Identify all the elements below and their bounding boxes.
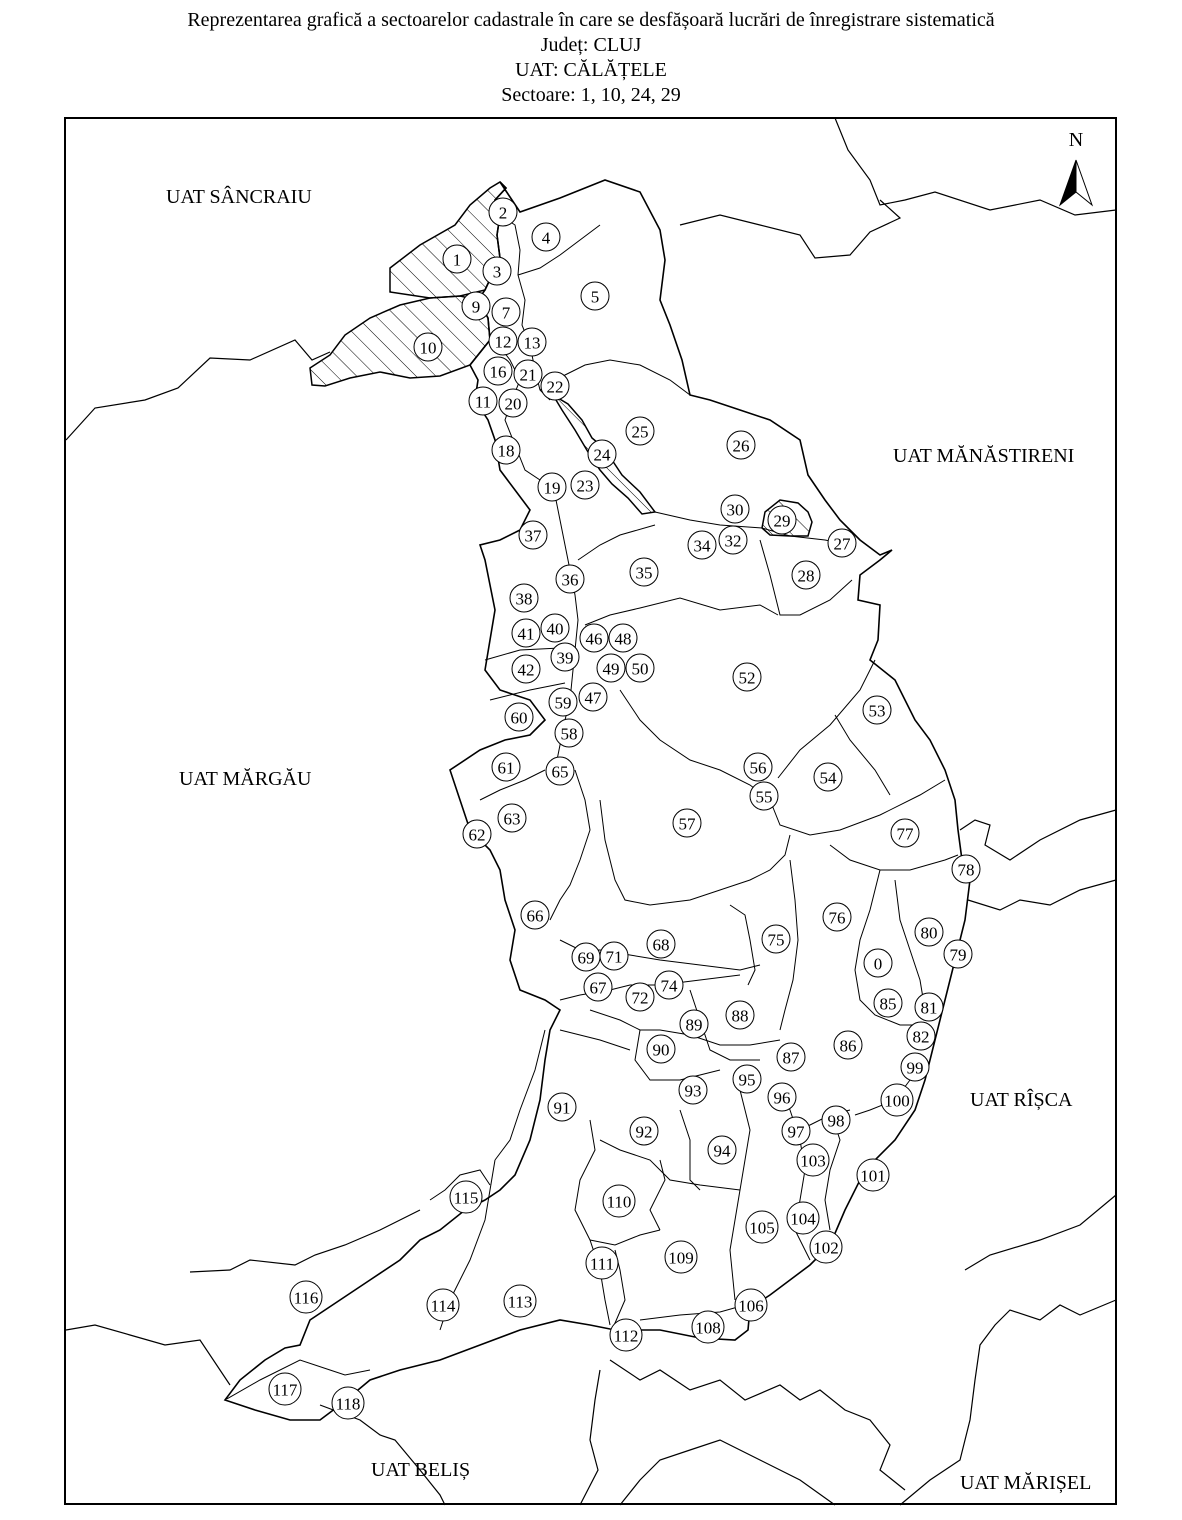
sector-label-101[interactable] bbox=[857, 1159, 889, 1191]
sector-label-109[interactable] bbox=[665, 1241, 697, 1273]
sector-label-111[interactable] bbox=[586, 1247, 618, 1279]
sector-label-58[interactable] bbox=[555, 719, 583, 747]
sector-label-0[interactable] bbox=[864, 949, 892, 977]
sector-label-113[interactable] bbox=[504, 1285, 536, 1317]
sector-number: 25 bbox=[631, 422, 649, 442]
sector-number: 87 bbox=[782, 1048, 800, 1068]
sector-number: 49 bbox=[602, 659, 620, 679]
sector-label-75[interactable] bbox=[762, 925, 790, 953]
sector-number: 55 bbox=[755, 787, 773, 807]
sector-number: 97 bbox=[787, 1122, 805, 1142]
sector-number: 114 bbox=[430, 1296, 456, 1316]
sector-label-63[interactable] bbox=[498, 804, 526, 832]
sector-number: 105 bbox=[749, 1218, 775, 1238]
sector-number: 93 bbox=[684, 1081, 702, 1101]
neighbor-label-risca: UAT RÎȘCA bbox=[970, 1089, 1073, 1111]
sector-number: 38 bbox=[515, 589, 533, 609]
sector-label-29[interactable] bbox=[768, 506, 796, 534]
sector-label-118[interactable] bbox=[332, 1387, 364, 1419]
sector-number: 35 bbox=[635, 563, 653, 583]
sector-number: 69 bbox=[577, 948, 595, 968]
sector-label-104[interactable] bbox=[787, 1202, 819, 1234]
sector-label-39[interactable] bbox=[551, 643, 579, 671]
sector-number: 53 bbox=[868, 701, 886, 721]
sector-label-95[interactable] bbox=[733, 1065, 761, 1093]
sector-number: 104 bbox=[790, 1209, 816, 1229]
sector-number: 63 bbox=[503, 809, 521, 829]
north-arrow bbox=[1060, 129, 1092, 205]
sector-label-81[interactable] bbox=[915, 993, 943, 1021]
sector-label-30[interactable] bbox=[721, 495, 749, 523]
sector-number: 11 bbox=[474, 392, 492, 412]
sector-label-38[interactable] bbox=[510, 584, 538, 612]
sector-number: 13 bbox=[523, 333, 541, 353]
sector-number: 54 bbox=[819, 768, 837, 788]
sector-number: 112 bbox=[613, 1326, 639, 1346]
sector-label-57[interactable] bbox=[673, 809, 701, 837]
sector-label-56[interactable] bbox=[744, 753, 772, 781]
sector-number: 30 bbox=[726, 500, 744, 520]
sector-number: 98 bbox=[827, 1111, 845, 1131]
sector-number: 111 bbox=[589, 1254, 615, 1274]
sector-label-3[interactable] bbox=[483, 257, 511, 285]
sector-label-13[interactable] bbox=[518, 328, 546, 356]
sector-number: 81 bbox=[920, 998, 938, 1018]
sector-number: 28 bbox=[797, 566, 815, 586]
sector-number: 18 bbox=[497, 441, 515, 461]
neighbor-label-sancraiu: UAT SÂNCRAIU bbox=[166, 186, 312, 208]
sector-label-9[interactable] bbox=[462, 292, 490, 320]
sector-label-50[interactable] bbox=[626, 654, 654, 682]
sector-number: 88 bbox=[731, 1006, 749, 1026]
sector-number: 50 bbox=[631, 659, 649, 679]
sector-number: 46 bbox=[585, 629, 603, 649]
sector-number: 39 bbox=[556, 648, 574, 668]
sector-number: 106 bbox=[738, 1296, 764, 1316]
sector-boundaries bbox=[225, 215, 958, 1400]
sector-label-10[interactable] bbox=[414, 333, 442, 361]
sector-label-86[interactable] bbox=[834, 1031, 862, 1059]
sector-number: 80 bbox=[920, 923, 938, 943]
sector-number: 56 bbox=[749, 758, 767, 778]
sector-label-18[interactable] bbox=[492, 436, 520, 464]
sector-number: 100 bbox=[884, 1091, 910, 1111]
sector-label-22[interactable] bbox=[541, 372, 569, 400]
sector-label-12[interactable] bbox=[489, 327, 517, 355]
sector-label-98[interactable] bbox=[822, 1106, 850, 1134]
sector-label-112[interactable] bbox=[610, 1319, 642, 1351]
sector-number: 27 bbox=[833, 534, 851, 554]
sector-label-108[interactable] bbox=[692, 1311, 724, 1343]
sector-number: 29 bbox=[773, 511, 791, 531]
sector-number: 32 bbox=[724, 531, 742, 551]
neighbor-boundaries bbox=[66, 118, 1116, 1505]
sector-number: 108 bbox=[695, 1318, 721, 1338]
sector-label-34[interactable] bbox=[688, 531, 716, 559]
sector-label-78[interactable] bbox=[952, 855, 980, 883]
sector-number: 96 bbox=[773, 1088, 791, 1108]
sector-label-26[interactable] bbox=[727, 431, 755, 459]
sector-label-88[interactable] bbox=[726, 1001, 754, 1029]
sector-label-87[interactable] bbox=[777, 1043, 805, 1071]
sector-label-74[interactable] bbox=[655, 971, 683, 999]
sector-number: 24 bbox=[593, 445, 611, 465]
sector-label-52[interactable] bbox=[733, 663, 761, 691]
sector-label-41[interactable] bbox=[512, 619, 540, 647]
sector-label-20[interactable] bbox=[499, 389, 527, 417]
sector-number: 74 bbox=[660, 976, 678, 996]
sector-label-27[interactable] bbox=[828, 529, 856, 557]
sector-label-46[interactable] bbox=[580, 624, 608, 652]
sector-number: 0 bbox=[873, 954, 883, 974]
sector-number: 65 bbox=[551, 762, 569, 782]
sector-number: 91 bbox=[553, 1098, 571, 1118]
sector-label-62[interactable] bbox=[463, 820, 491, 848]
sector-number: 36 bbox=[561, 570, 579, 590]
sector-label-2[interactable] bbox=[489, 198, 517, 226]
sector-number: 9 bbox=[471, 297, 481, 317]
map-title: Reprezentarea grafică a sectoarelor cadastrale în care se desfășoară lucrări de înregistrare sistematică bbox=[187, 9, 995, 31]
sector-number: 68 bbox=[652, 935, 670, 955]
sector-number: 113 bbox=[507, 1292, 533, 1312]
sector-number: 3 bbox=[492, 262, 502, 282]
sector-label-49[interactable] bbox=[597, 654, 625, 682]
sector-number: 78 bbox=[957, 860, 975, 880]
sector-number: 61 bbox=[497, 758, 515, 778]
sector-number: 92 bbox=[635, 1122, 653, 1142]
sector-label-24[interactable] bbox=[588, 440, 616, 468]
sector-label-61[interactable] bbox=[492, 753, 520, 781]
sector-label-96[interactable] bbox=[768, 1083, 796, 1111]
sector-label-16[interactable] bbox=[484, 357, 512, 385]
county-label: Județ: CLUJ bbox=[540, 34, 642, 56]
sector-number: 77 bbox=[896, 824, 914, 844]
sector-number: 109 bbox=[668, 1248, 694, 1268]
sector-label-79[interactable] bbox=[944, 940, 972, 968]
sector-label-71[interactable] bbox=[600, 942, 628, 970]
sector-number: 42 bbox=[517, 660, 535, 680]
sector-number: 5 bbox=[590, 287, 600, 307]
sector-label-32[interactable] bbox=[719, 526, 747, 554]
sector-number: 2 bbox=[498, 203, 508, 223]
sector-number: 52 bbox=[738, 668, 756, 688]
sector-number: 116 bbox=[293, 1288, 319, 1308]
sector-number: 20 bbox=[504, 394, 522, 414]
sector-number: 59 bbox=[554, 693, 572, 713]
sector-label-37[interactable] bbox=[519, 521, 547, 549]
sector-number: 102 bbox=[813, 1238, 839, 1258]
sectors-label: Sectoare: 1, 10, 24, 29 bbox=[501, 84, 681, 106]
sector-label-21[interactable] bbox=[514, 360, 542, 388]
sector-number: 19 bbox=[543, 478, 561, 498]
sector-number: 16 bbox=[489, 362, 507, 382]
sector-number: 99 bbox=[906, 1058, 924, 1078]
sector-number: 82 bbox=[912, 1027, 930, 1047]
sector-number: 47 bbox=[584, 688, 602, 708]
sector-number: 41 bbox=[517, 624, 535, 644]
sector-number: 21 bbox=[519, 365, 537, 385]
sector-number: 75 bbox=[767, 930, 785, 950]
sector-number: 103 bbox=[800, 1151, 826, 1171]
sector-number: 26 bbox=[732, 436, 750, 456]
sector-label-4[interactable] bbox=[532, 223, 560, 251]
sector-number: 115 bbox=[453, 1188, 479, 1208]
sector-label-100[interactable] bbox=[881, 1084, 913, 1116]
sector-label-110[interactable] bbox=[603, 1185, 635, 1217]
sector-label-1[interactable] bbox=[443, 245, 471, 273]
sector-number: 101 bbox=[860, 1166, 886, 1186]
sector-number: 62 bbox=[468, 825, 486, 845]
sector-label-105[interactable] bbox=[746, 1211, 778, 1243]
sector-number: 7 bbox=[501, 303, 511, 323]
sector-number: 95 bbox=[738, 1070, 756, 1090]
sector-number: 40 bbox=[546, 619, 564, 639]
sector-number: 37 bbox=[524, 526, 542, 546]
sector-label-82[interactable] bbox=[907, 1022, 935, 1050]
sector-label-54[interactable] bbox=[814, 763, 842, 791]
sector-number: 117 bbox=[272, 1380, 298, 1400]
north-label: N bbox=[1068, 129, 1084, 151]
north-arrow-right-icon bbox=[1076, 160, 1092, 205]
sector-label-36[interactable] bbox=[556, 565, 584, 593]
sector-label-117[interactable] bbox=[269, 1373, 301, 1405]
sector-label-55[interactable] bbox=[750, 782, 778, 810]
sector-number: 118 bbox=[335, 1394, 361, 1414]
sector-label-92[interactable] bbox=[630, 1117, 658, 1145]
sector-label-103[interactable] bbox=[797, 1144, 829, 1176]
sector-label-42[interactable] bbox=[512, 655, 540, 683]
sector-label-23[interactable] bbox=[571, 471, 599, 499]
sector-label-28[interactable] bbox=[792, 561, 820, 589]
sector-label-68[interactable] bbox=[647, 930, 675, 958]
sector-label-60[interactable] bbox=[505, 703, 533, 731]
sector-label-7[interactable] bbox=[492, 298, 520, 326]
sector-label-76[interactable] bbox=[823, 903, 851, 931]
sector-label-19[interactable] bbox=[538, 473, 566, 501]
sector-number: 110 bbox=[606, 1192, 632, 1212]
sector-labels bbox=[269, 198, 980, 1419]
sector-label-25[interactable] bbox=[626, 417, 654, 445]
neighbor-label-margau: UAT MĂRGĂU bbox=[179, 768, 312, 790]
sector-label-47[interactable] bbox=[579, 683, 607, 711]
sector-label-65[interactable] bbox=[546, 757, 574, 785]
sector-label-77[interactable] bbox=[891, 819, 919, 847]
sector-number: 86 bbox=[839, 1036, 857, 1056]
sector-label-94[interactable] bbox=[708, 1136, 736, 1164]
sector-label-59[interactable] bbox=[549, 688, 577, 716]
sector-label-69[interactable] bbox=[572, 943, 600, 971]
sector-number: 89 bbox=[685, 1015, 703, 1035]
sector-label-85[interactable] bbox=[874, 989, 902, 1017]
sector-label-80[interactable] bbox=[915, 918, 943, 946]
sector-label-114[interactable] bbox=[427, 1289, 459, 1321]
sector-label-72[interactable] bbox=[626, 983, 654, 1011]
sector-number: 79 bbox=[949, 945, 967, 965]
sector-number: 23 bbox=[576, 476, 594, 496]
sector-number: 48 bbox=[614, 629, 632, 649]
sector-label-91[interactable] bbox=[548, 1093, 576, 1121]
sector-label-115[interactable] bbox=[450, 1181, 482, 1213]
sector-label-48[interactable] bbox=[609, 624, 637, 652]
sector-label-93[interactable] bbox=[679, 1076, 707, 1104]
sector-number: 10 bbox=[419, 338, 437, 358]
sector-number: 66 bbox=[526, 906, 544, 926]
sector-number: 12 bbox=[494, 332, 512, 352]
sector-number: 60 bbox=[510, 708, 528, 728]
sector-label-11[interactable] bbox=[469, 387, 497, 415]
uat-label: UAT: CĂLĂȚELE bbox=[515, 59, 667, 81]
sector-label-67[interactable] bbox=[584, 973, 612, 1001]
sector-label-53[interactable] bbox=[863, 696, 891, 724]
sector-number: 22 bbox=[546, 377, 564, 397]
sector-label-5[interactable] bbox=[581, 282, 609, 310]
sector-label-99[interactable] bbox=[901, 1053, 929, 1081]
sector-label-40[interactable] bbox=[541, 614, 569, 642]
neighbor-label-manastireni: UAT MĂNĂSTIRENI bbox=[893, 445, 1075, 467]
sector-label-90[interactable] bbox=[647, 1035, 675, 1063]
sector-number: 4 bbox=[541, 228, 551, 248]
north-arrow-left-icon bbox=[1060, 160, 1076, 205]
sector-number: 71 bbox=[605, 947, 623, 967]
sector-number: 34 bbox=[693, 536, 711, 556]
neighbor-label-marisel: UAT MĂRIȘEL bbox=[960, 1472, 1092, 1494]
sector-label-35[interactable] bbox=[630, 558, 658, 586]
sector-label-116[interactable] bbox=[290, 1281, 322, 1313]
sector-number: 58 bbox=[560, 724, 578, 744]
sector-number: 57 bbox=[678, 814, 696, 834]
sector-label-97[interactable] bbox=[782, 1117, 810, 1145]
sector-number: 85 bbox=[879, 994, 897, 1014]
sector-number: 76 bbox=[828, 908, 846, 928]
sector-label-66[interactable] bbox=[521, 901, 549, 929]
neighbor-label-belis: UAT BELIȘ bbox=[371, 1459, 471, 1481]
sector-number: 94 bbox=[713, 1141, 731, 1161]
sector-label-89[interactable] bbox=[680, 1010, 708, 1038]
sector-label-102[interactable] bbox=[810, 1231, 842, 1263]
sector-number: 90 bbox=[652, 1040, 670, 1060]
sector-number: 72 bbox=[631, 988, 649, 1008]
sector-number: 1 bbox=[452, 250, 462, 270]
sector-label-106[interactable] bbox=[735, 1289, 767, 1321]
sector-number: 67 bbox=[589, 978, 607, 998]
